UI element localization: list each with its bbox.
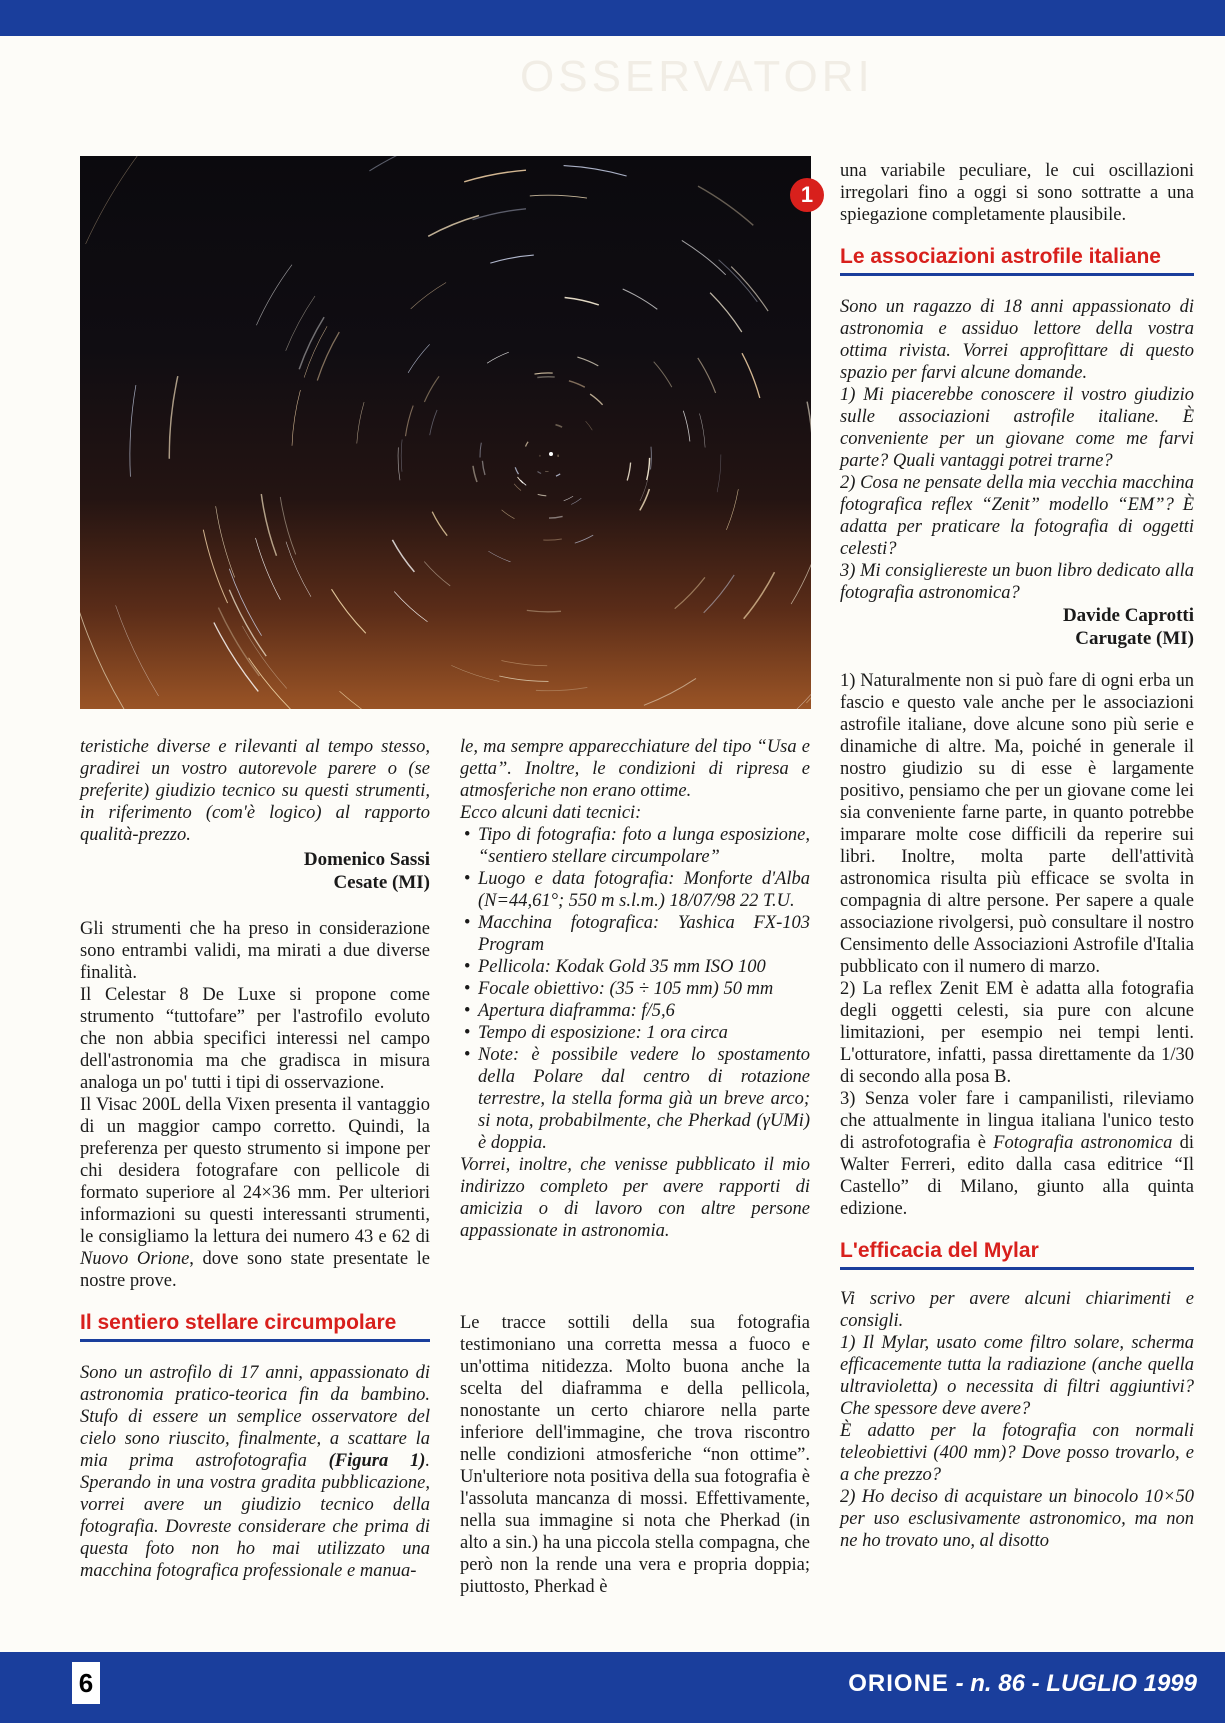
letter-continuation: teristiche diverse e rilevanti al tempo stesso, gradirei un vostro autorevole parere o (se preferite) giudizio tecnico su questi strumenti, in riferimento (com'è logico) al rapporto qualità-prezzo. bbox=[80, 737, 430, 845]
star-trail-arc bbox=[549, 516, 563, 518]
technical-data-item: • Macchina fotografica: Yashica FX-103 Program bbox=[460, 912, 810, 956]
star-trail-arc bbox=[116, 605, 159, 696]
star-trail-arc bbox=[651, 447, 652, 470]
reply-paragraph: Il Celestar 8 De Luxe si propone come strumento “tuttofare” per l'astrofilo evoluto che non abbia specifici interessi nel campo dell'astronomia ma che gradisca in misura analoga un po' tutti i tipi di osservazione. bbox=[80, 985, 430, 1093]
star-trail-arc bbox=[473, 466, 477, 482]
letter-text-block bbox=[840, 296, 1194, 604]
star-trail-arc bbox=[430, 410, 437, 435]
star-trail-arc bbox=[398, 447, 400, 480]
reply-paragraph: Gli strumenti che ha preso in considerazione sono entrambi validi, ma mirati a due diverse finalità. bbox=[80, 919, 430, 983]
letter-text: 2) Cosa ne pensate della mia vecchia macchina fotografica reflex “Zenit” modello “EM”? È adatta per praticare la fotografia di oggetti celesti? bbox=[840, 473, 1194, 559]
star-trail-arc bbox=[719, 260, 758, 302]
reply-paragraph: 2) La reflex Zenit EM è adatta alla fotografia degli oggetti celesti, sia pure con alcune limitazioni, per esempio nei tempi lenti. L'otturatore, infatti, passa direttamente da 1/30 di secondo alla posa B. bbox=[840, 979, 1194, 1087]
star-trail-arc bbox=[424, 376, 439, 402]
star-trail-arc bbox=[710, 293, 742, 332]
star-trail-arc bbox=[501, 661, 547, 666]
star-trail-arc bbox=[261, 494, 276, 556]
star-trails-photo bbox=[80, 156, 811, 709]
signature-name: Domenico Sassi bbox=[303, 849, 430, 870]
star-trail-arc bbox=[256, 538, 281, 600]
star-trail-arc bbox=[623, 289, 658, 309]
signature-city: Carugate (MI) bbox=[1075, 628, 1194, 649]
star-trail-arc bbox=[229, 590, 266, 656]
star-trail-arc bbox=[482, 461, 485, 475]
star-trail-arc bbox=[332, 589, 366, 633]
reply-paragraph: Il Visac 200L della Vixen presenta il vantaggio di un maggior campo corretto. Quindi, la preferenza per questo strumento si impone per chi desidera fotografare con pellicole di formato superiore al 24×36 mm. Per ulteriori informazioni su questi interessanti strumenti, le consigliamo la lettura dei numero 43 e 62 di Nuovo Orione, dove sono state presentate le nostre prove. bbox=[80, 1095, 430, 1291]
star-trail-arc bbox=[451, 665, 499, 681]
star-trail-arc bbox=[130, 385, 136, 477]
technical-data-item: • Luogo e data fotografia: Monforte d'Alba (N=44,61°; 550 m s.l.m.) 18/07/98 22 T.U. bbox=[460, 868, 810, 912]
star-trail-arc bbox=[408, 344, 430, 373]
star-trail-arc bbox=[527, 610, 561, 611]
star-trail-arc bbox=[317, 332, 339, 381]
star-trail-arc bbox=[698, 358, 716, 393]
star-trail-arc bbox=[499, 676, 548, 681]
star-trail-arc bbox=[428, 216, 479, 237]
faded-header-text: OSSERVATORI bbox=[520, 52, 874, 101]
star-trail-arc bbox=[590, 394, 603, 405]
star-trail-arc bbox=[394, 592, 427, 622]
star-trail-arc bbox=[726, 489, 738, 530]
magazine-name: Nuovo Orione bbox=[80, 1249, 190, 1269]
magazine-logo: ORIONE bbox=[848, 1670, 949, 1697]
star-trail-arc bbox=[487, 352, 509, 363]
star-trail-arc bbox=[575, 535, 593, 543]
data-intro: Ecco alcuni dati tecnici: bbox=[460, 803, 642, 823]
star-trail-arc bbox=[538, 472, 542, 474]
star-trail-arc bbox=[586, 421, 593, 430]
star-trail-arc bbox=[536, 687, 587, 690]
technical-data-item: • Tipo di fotografia: foto a lunga esposizione, “sentiero stellare circumpolare” bbox=[460, 824, 810, 868]
star-trail-arc bbox=[401, 440, 402, 472]
star-trail-arc bbox=[791, 547, 811, 604]
star-trail-arc bbox=[392, 540, 414, 572]
star-trail-arc bbox=[654, 362, 672, 387]
reply-paragraph: 3) Senza voler fare i campanilisti, rileviamo che attualmente in lingua italiana l'unico testo di astrofotografia è Fotografia astronomica di Walter Ferreri, edito dalla casa editrice “Il Castello” di Milano, giunto alla quinta edizione. bbox=[840, 1089, 1195, 1219]
star-trail-arc bbox=[203, 530, 227, 603]
star-trail-arc bbox=[537, 377, 554, 378]
figure-reference: (Figura 1) bbox=[328, 1451, 426, 1471]
star-trail-arc bbox=[704, 575, 735, 613]
star-trail-arc bbox=[411, 283, 446, 309]
star-trail-arc bbox=[698, 186, 753, 225]
star-trail-arc bbox=[357, 402, 364, 443]
star-trail-arc bbox=[647, 458, 650, 480]
star-trail-arc bbox=[520, 480, 526, 485]
signature-name: Davide Caprotti bbox=[1062, 605, 1194, 626]
star-trail-arc bbox=[473, 209, 526, 220]
star-trail-arc bbox=[564, 496, 573, 501]
star-trail-arc bbox=[424, 562, 450, 586]
star-trail-arc bbox=[514, 484, 521, 491]
star-trail-arc bbox=[569, 381, 585, 387]
letter-text-block bbox=[840, 1288, 1194, 1552]
star-trail-arc bbox=[556, 474, 560, 476]
star-trail-arc bbox=[169, 376, 178, 459]
technical-data-item: • Tempo di esposizione: 1 ora circa bbox=[460, 1022, 810, 1044]
column-left bbox=[80, 736, 430, 1582]
star-trail-arc bbox=[577, 357, 598, 366]
star-trail-arc bbox=[340, 691, 396, 709]
star-trail-arc bbox=[488, 551, 510, 562]
star-trail-arc bbox=[564, 166, 627, 176]
star-trail-arc bbox=[807, 402, 811, 460]
star-trail-arc bbox=[292, 390, 300, 446]
star-trail-arc bbox=[432, 512, 447, 536]
star-trail-arc bbox=[286, 542, 311, 597]
star-trail-arc bbox=[731, 267, 768, 312]
letter-text: 1) Mi piacerebbe conoscere il vostro giudizio sulle associazioni astrofile italiane. È conveniente per un giovane come me farvi parte? Quali vantaggi potrei trarne? bbox=[840, 385, 1194, 471]
star-trail-arc bbox=[644, 678, 696, 705]
figure-number-badge: 1 bbox=[790, 178, 824, 212]
reply-paragraph: 1) Naturalmente non si può fare di ogni erba un fascio e questo vale anche per le associazioni astrofile italiane, dove alcune sono più serie e dinamiche di altre. Ma, poiché in generale il nostro giudizio su di esse è largamente positivo, pensiamo che per un giovane come lei sia conveniente farne parte, in quanto potrebbe imparare molte cose difficili da reperire sui libri. Inoltre, molta parte dell'attività astronomica risulta più efficace se svolta in compagnia di altre persone. Per sapere a quale associazione rivolgersi, può consultare il nostro Censimento delle Associazioni Astrofile d'Italia pubblicato con il numero di marzo. bbox=[840, 671, 1194, 977]
star-trail-arc bbox=[86, 156, 143, 244]
star-trail-arc bbox=[216, 506, 235, 577]
letter-text: 1) Il Mylar, usato come filtro solare, scherma efficacemente tutta la radiazione (anche quella ultravioletta) o necessita di filtri aggiuntivi? Che spessore deve avere? bbox=[840, 1333, 1194, 1419]
star-trail-arc bbox=[742, 353, 760, 398]
technical-data-item: • Note: è possibile vedere lo spostamento della Polare dal centro di rotazione terrestre, la stella forma già un breve arco; si nota, probabilmente, che Pherkad (γUMi) è doppia. bbox=[460, 1044, 810, 1154]
letter-text: Sono un ragazzo di 18 anni appassionato di astronomia e assiduo lettore della vostra ottima rivista. Vorrei approfittare di questo spazio per farvi alcune domande. bbox=[840, 297, 1194, 383]
issue-info: - n. 86 - LUGLIO 1999 bbox=[948, 1670, 1197, 1697]
star-trail-arc bbox=[700, 414, 706, 448]
section-title-associazioni: Le associazioni astrofile italiane bbox=[840, 244, 1194, 276]
star-trail-arc bbox=[543, 539, 562, 540]
letter-text: Sono un astrofilo di 17 anni, appassionato di astronomia pratico-teorica fin da bambino. Stufo di essere un semplice osservatore del cielo sono riuscito, finalmente, a scattare la mia prima astrofotografia (Figura 1). Sperando in una vostra gradita pubblicazione, vorrei avere un giudizio tecnico della fotografia. Dovreste considerare che prima di questa foto non ho mai utilizzato una macchina fotografica professionale e manua- bbox=[80, 1363, 430, 1581]
star-trail-arc bbox=[80, 611, 124, 709]
book-title: Fotografia astronomica bbox=[993, 1133, 1173, 1153]
magazine-footer bbox=[848, 1670, 1197, 1698]
star-trail-arc bbox=[571, 498, 581, 504]
star-trail-arc bbox=[526, 442, 529, 447]
star-trail-arc bbox=[464, 170, 526, 182]
letter-text: 2) Ho deciso di acquistare un binocolo 10×50 per uso esclusivamente astronomico, ma non ne ho trovato uno, al disotto bbox=[840, 1487, 1194, 1551]
star-trail-arc bbox=[744, 572, 775, 619]
star-trail-arc bbox=[683, 411, 690, 442]
star-trail-arc bbox=[565, 298, 599, 305]
star-trail-arc bbox=[530, 195, 587, 198]
reply-continuation: una variabile peculiare, le cui oscillazioni irregolari fino a oggi si sono sottratte a una spiegazione completamente plausibile. bbox=[840, 161, 1194, 225]
star-trail-arc bbox=[502, 510, 515, 519]
star-trail-arc bbox=[640, 489, 650, 510]
star-trail-arc bbox=[299, 317, 324, 369]
section-title-sentiero: Il sentiero stellare circumpolare bbox=[80, 1310, 430, 1342]
letter-text: È adatto per la fotografia con normali teleobiettivi (400 mm)? Dove posso trovarlo, e a che prezzo? bbox=[840, 1421, 1194, 1485]
star-trail-arc bbox=[717, 455, 721, 493]
star-trail-arc bbox=[515, 467, 518, 474]
letter-continuation: le, ma sempre apparecchiature del tipo “Usa e getta”. Inoltre, le condizioni di ripresa e atmosferiche non erano ottime. bbox=[460, 737, 810, 801]
star-trail-arc bbox=[806, 641, 811, 703]
star-trail-arc bbox=[406, 406, 414, 437]
technical-data-list bbox=[460, 824, 810, 1154]
star-trail-arc bbox=[538, 494, 547, 495]
column-right bbox=[840, 160, 1194, 1552]
letter-text: Vorrei, inoltre, che venisse pubblicato il mio indirizzo completo per avere rapporti di amicizia o di lavoro con altre persone appassionate in astronomia. bbox=[460, 1155, 810, 1241]
technical-data-item: • Pellicola: Kodak Gold 35 mm ISO 100 bbox=[460, 956, 810, 978]
column-middle-reply bbox=[460, 1312, 810, 1598]
star-trail-arc bbox=[480, 443, 481, 458]
star-trail-arc bbox=[304, 326, 327, 377]
star-trail-arc bbox=[682, 240, 726, 274]
top-color-bar bbox=[0, 0, 1225, 36]
star-trail-arc bbox=[556, 425, 563, 427]
reply-paragraph: Le tracce sottili della sua fotografia testimoniano una corretta messa a fuoco e un'ottima nitidezza. Molto buona anche la scelta del diaframma e della pellicola, nonostante un certo chiarore nella parte inferiore dell'immagine, che trova riscontro nelle condizioni atmosferiche “non ottime”. Un'ulteriore nota positiva della sua fotografia è l'assoluta mancanza di mossi. Effettivamente, nella sua immagine si nota che Pherkad (in alto a sin.) ha una piccola stella compagna, che però non la rende una vera e propria doppia; piuttosto, Pherkad è bbox=[460, 1313, 810, 1597]
star-trails-image bbox=[80, 156, 811, 709]
signature-city: Cesate (MI) bbox=[333, 872, 430, 893]
star-trail-arc bbox=[280, 497, 295, 555]
technical-data-item: • Focale obiettivo: (35 ÷ 105 mm) 50 mm bbox=[460, 978, 810, 1000]
letter-text: 3) Mi consigliereste un buon libro dedicato alla fotografia astronomica? bbox=[840, 561, 1194, 603]
star-trail-arc bbox=[369, 156, 436, 171]
star-trail-arc bbox=[675, 577, 705, 608]
star-trail-arc bbox=[627, 463, 630, 481]
star-trail-arc bbox=[490, 255, 534, 263]
star-trail-arc bbox=[249, 658, 300, 709]
star-trail-arc bbox=[535, 373, 553, 374]
letter-text: Vi scrivo per avere alcuni chiarimenti e consigli. bbox=[840, 1289, 1194, 1331]
star-trail-arc bbox=[256, 265, 292, 326]
technical-data-item: • Apertura diaframma: f/5,6 bbox=[460, 1000, 810, 1022]
column-middle bbox=[460, 736, 810, 1242]
polaris-star bbox=[549, 452, 553, 456]
page-number: 6 bbox=[72, 1662, 100, 1704]
section-title-mylar: L'efficacia del Mylar bbox=[840, 1238, 1194, 1270]
